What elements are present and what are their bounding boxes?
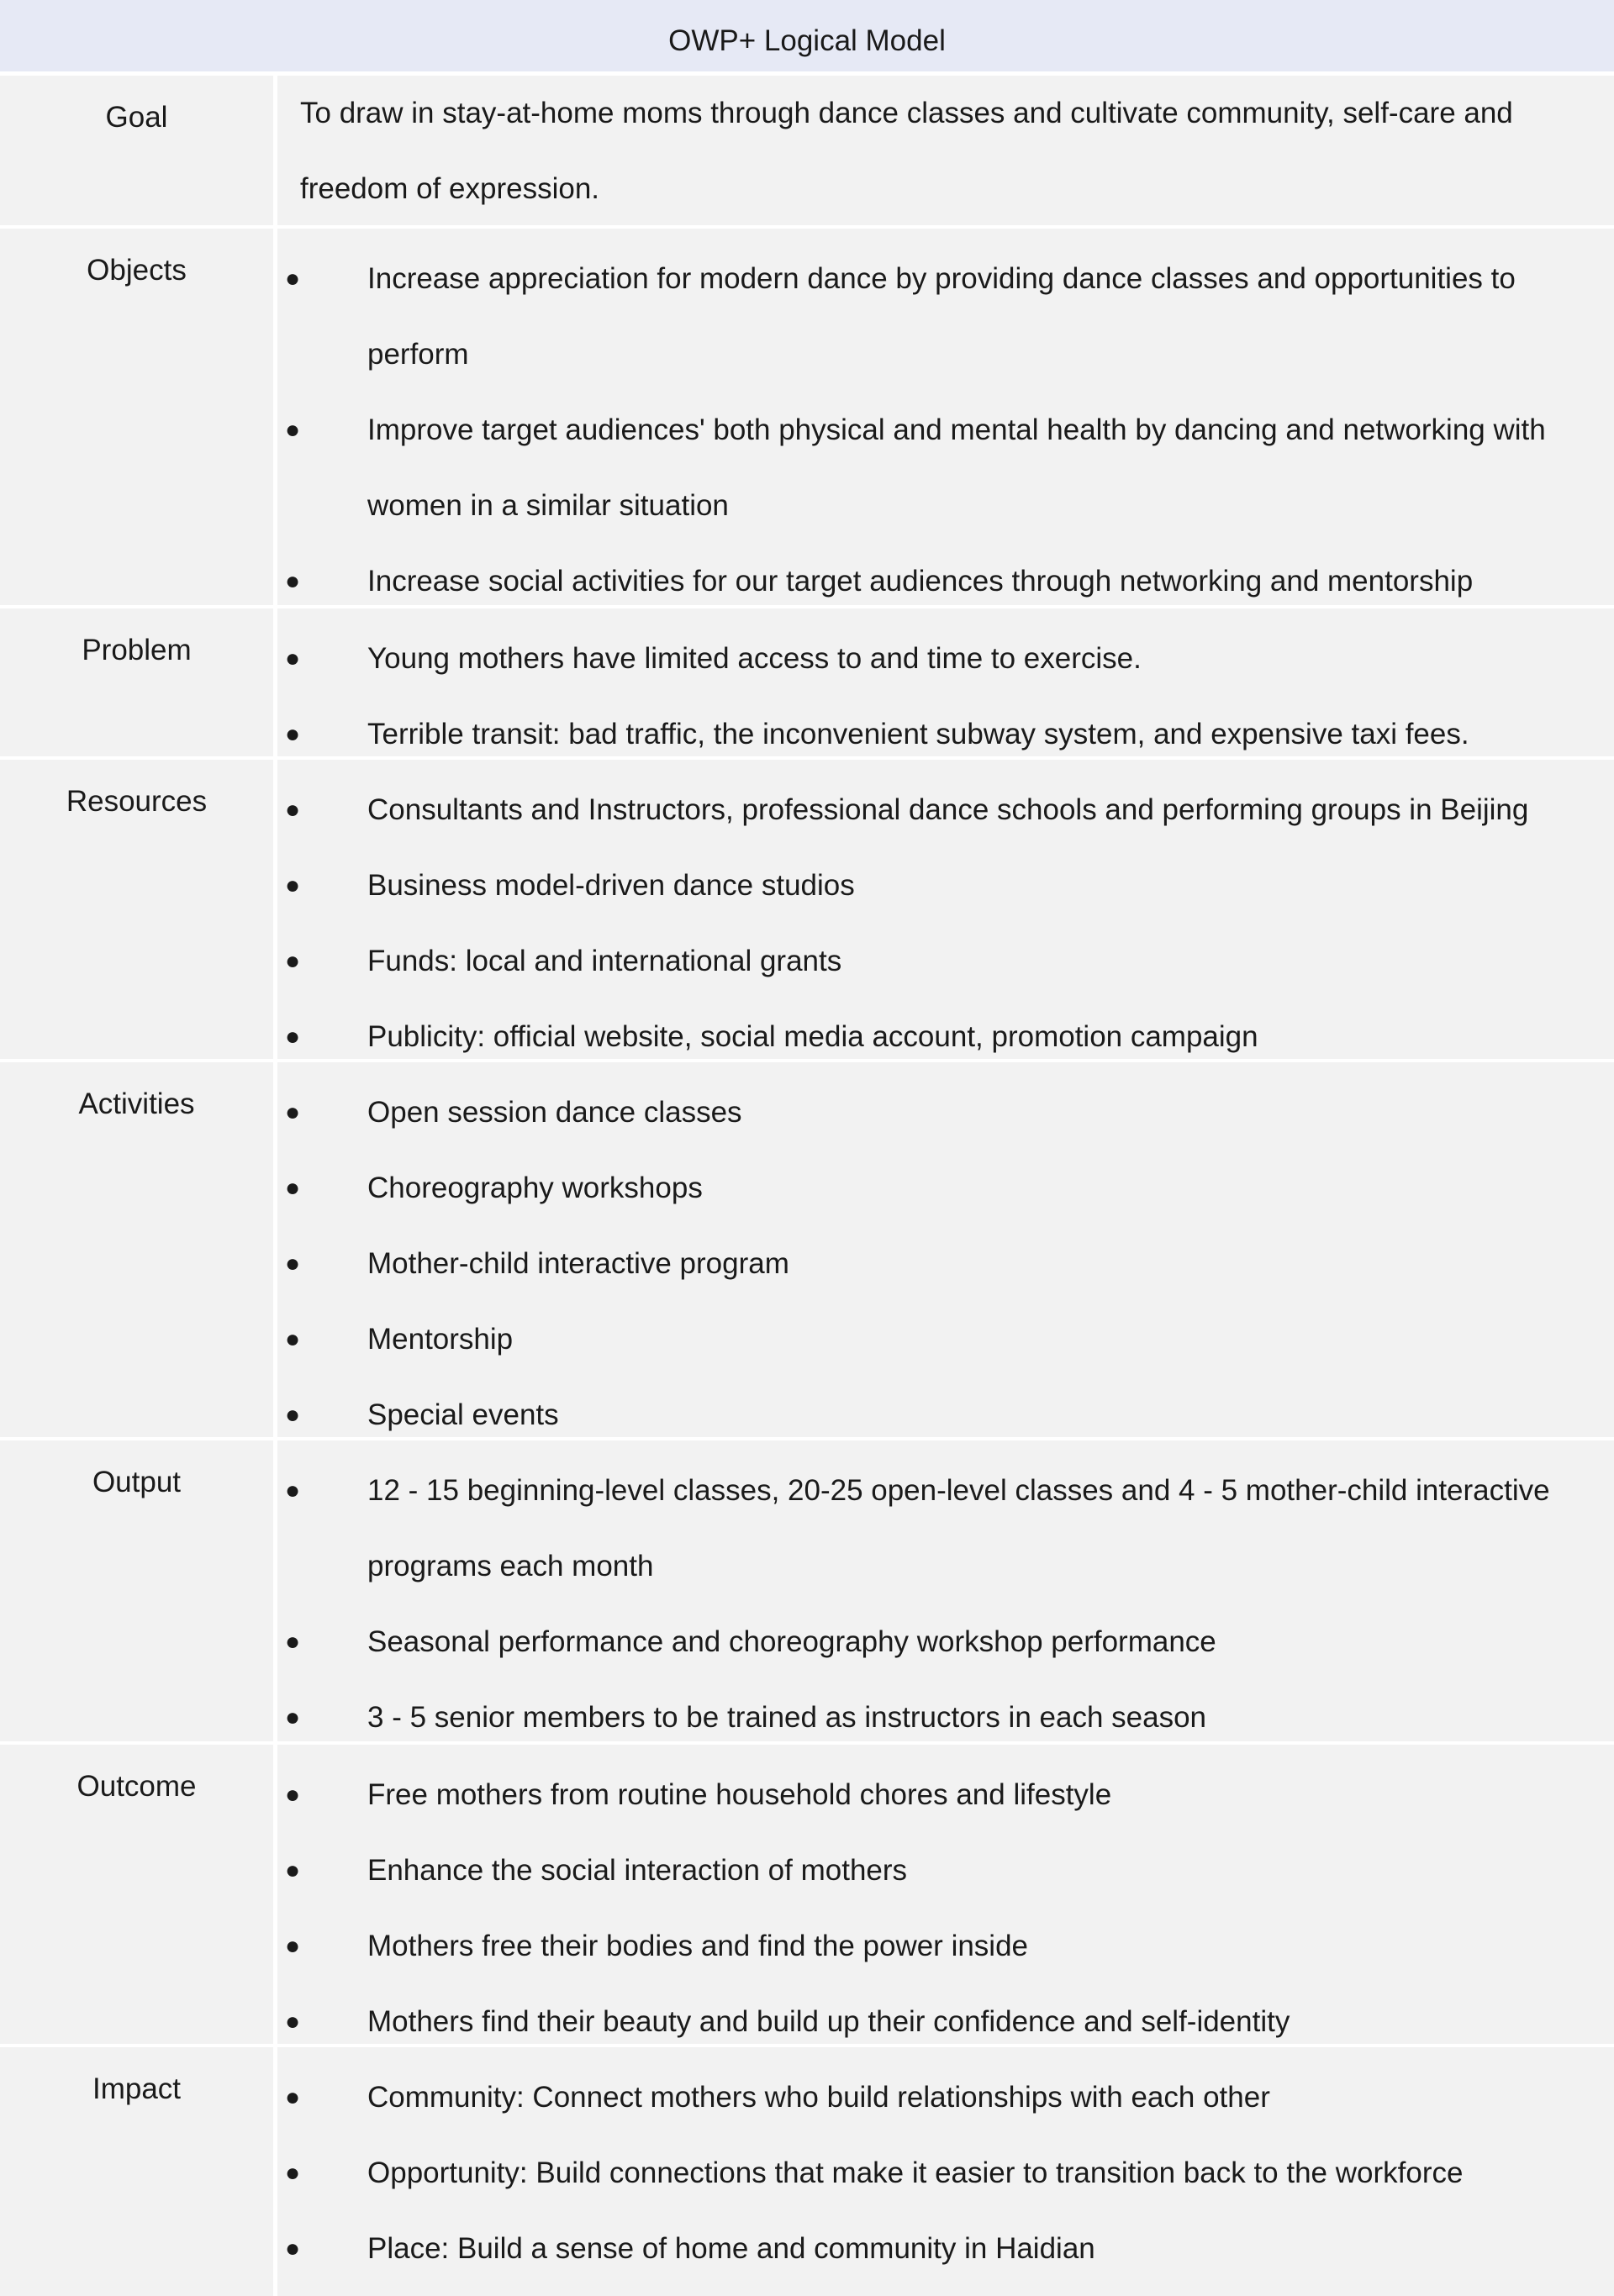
bullet-icon: ● [285, 872, 301, 899]
row-outcome [0, 1745, 1614, 2044]
bullet-icon: ● [285, 265, 301, 292]
row-content-impact [277, 2047, 1614, 2296]
row-impact [0, 2047, 1614, 2296]
list-item: ● Mentorship [277, 1302, 1614, 1377]
list-item: ● Funds: local and international grants [277, 924, 1614, 999]
row-label-goal: Goal [0, 76, 277, 225]
bullet-icon: ● [285, 645, 301, 672]
list-item: ● Mothers find their beauty and build up their confidence and self-identity [277, 1984, 1614, 2060]
list-item: ● Special events [277, 1377, 1614, 1453]
bullet-icon: ● [285, 2008, 301, 2035]
row-resources [0, 760, 1614, 1059]
row-problem [0, 608, 1614, 756]
bullet-icon: ● [285, 947, 301, 975]
row-content-activities [277, 1062, 1614, 1437]
list-item: ● Community: Connect mothers who build relationships with each other [277, 2060, 1614, 2135]
list-item: ● Opportunity: Build connections that make it easier to transition back to the workforce [277, 2135, 1614, 2211]
list-item: ● Terrible transit: bad traffic, the inconvenient subway system, and expensive taxi fees. [277, 697, 1614, 772]
bullet-icon: ● [285, 1325, 301, 1353]
list-item: ● Mothers free their bodies and find the power inside [277, 1909, 1614, 1984]
row-content-outcome [277, 1745, 1614, 2044]
row-activities [0, 1062, 1614, 1437]
bullet-icon: ● [285, 1401, 301, 1429]
bullet-icon: ● [285, 1174, 301, 1202]
list-item: ● Improve target audiences' both physical and mental health by dancing and networking with women in a similar situation [277, 392, 1614, 544]
row-objects [0, 229, 1614, 605]
row-label-activities: Activities [0, 1062, 277, 1437]
bullet-icon: ● [285, 1932, 301, 1960]
row-label-problem: Problem [0, 608, 277, 756]
row-content-output [277, 1440, 1614, 1741]
bullet-icon: ● [285, 1477, 301, 1504]
row-label-resources: Resources [0, 760, 277, 1059]
row-label-impact: Impact [0, 2047, 277, 2296]
list-item: ● Increase appreciation for modern dance by providing dance classes and opportunities to perform [277, 241, 1614, 392]
list-item: ● 3 - 5 senior members to be trained as instructors in each season [277, 1680, 1614, 1756]
bullet-icon: ● [285, 416, 301, 444]
goal-text: To draw in stay-at-home moms through dance classes and cultivate community, self-care and freedom of expression. [300, 97, 1513, 205]
bullet-icon: ● [285, 2083, 301, 2111]
bullet-icon: ● [285, 1856, 301, 1884]
row-content-goal [277, 76, 1614, 225]
list-item: ● Young mothers have limited access to and time to exercise. [277, 621, 1614, 697]
bullet-icon: ● [285, 567, 301, 595]
bullet-icon: ● [285, 1628, 301, 1656]
list-item: ● Consultants and Instructors, professional dance schools and performing groups in Beijing [277, 772, 1614, 848]
bullet-icon: ● [285, 2235, 301, 2262]
row-content-resources [277, 760, 1614, 1059]
list-item: ● Free mothers from routine household chores and lifestyle [277, 1757, 1614, 1833]
list-item: ● Place: Build a sense of home and community in Haidian [277, 2211, 1614, 2287]
bullet-icon: ● [285, 1098, 301, 1126]
list-item: ● Seasonal performance and choreography workshop performance [277, 1604, 1614, 1680]
list-item: ● Increase social activities for our target audiences through networking and mentorship [277, 544, 1614, 619]
row-label-objects: Objects [0, 229, 277, 605]
row-goal [0, 76, 1614, 225]
list-item: ● Choreography workshops [277, 1151, 1614, 1226]
bullet-icon: ● [285, 2159, 301, 2187]
row-content-problem [277, 608, 1614, 756]
row-label-outcome: Outcome [0, 1745, 277, 2044]
document-title: OWP+ Logical Model [0, 0, 1614, 74]
bullet-icon: ● [285, 1704, 301, 1731]
row-output [0, 1440, 1614, 1741]
bullet-icon: ● [285, 720, 301, 748]
bullet-icon: ● [285, 1250, 301, 1277]
list-item: ● Open session dance classes [277, 1075, 1614, 1151]
bullet-icon: ● [285, 1023, 301, 1051]
row-content-objects [277, 229, 1614, 605]
list-item: ● 12 - 15 beginning-level classes, 20-25 open-level classes and 4 - 5 mother-child interactive programs each month [277, 1453, 1614, 1604]
list-item: ● Publicity: official website, social media account, promotion campaign [277, 999, 1614, 1075]
list-item: ● Mother-child interactive program [277, 1226, 1614, 1302]
row-label-output: Output [0, 1440, 277, 1741]
list-item: ● Business model-driven dance studios [277, 848, 1614, 924]
bullet-icon: ● [285, 1781, 301, 1809]
bullet-icon: ● [285, 796, 301, 824]
list-item: ● Enhance the social interaction of mothers [277, 1833, 1614, 1909]
